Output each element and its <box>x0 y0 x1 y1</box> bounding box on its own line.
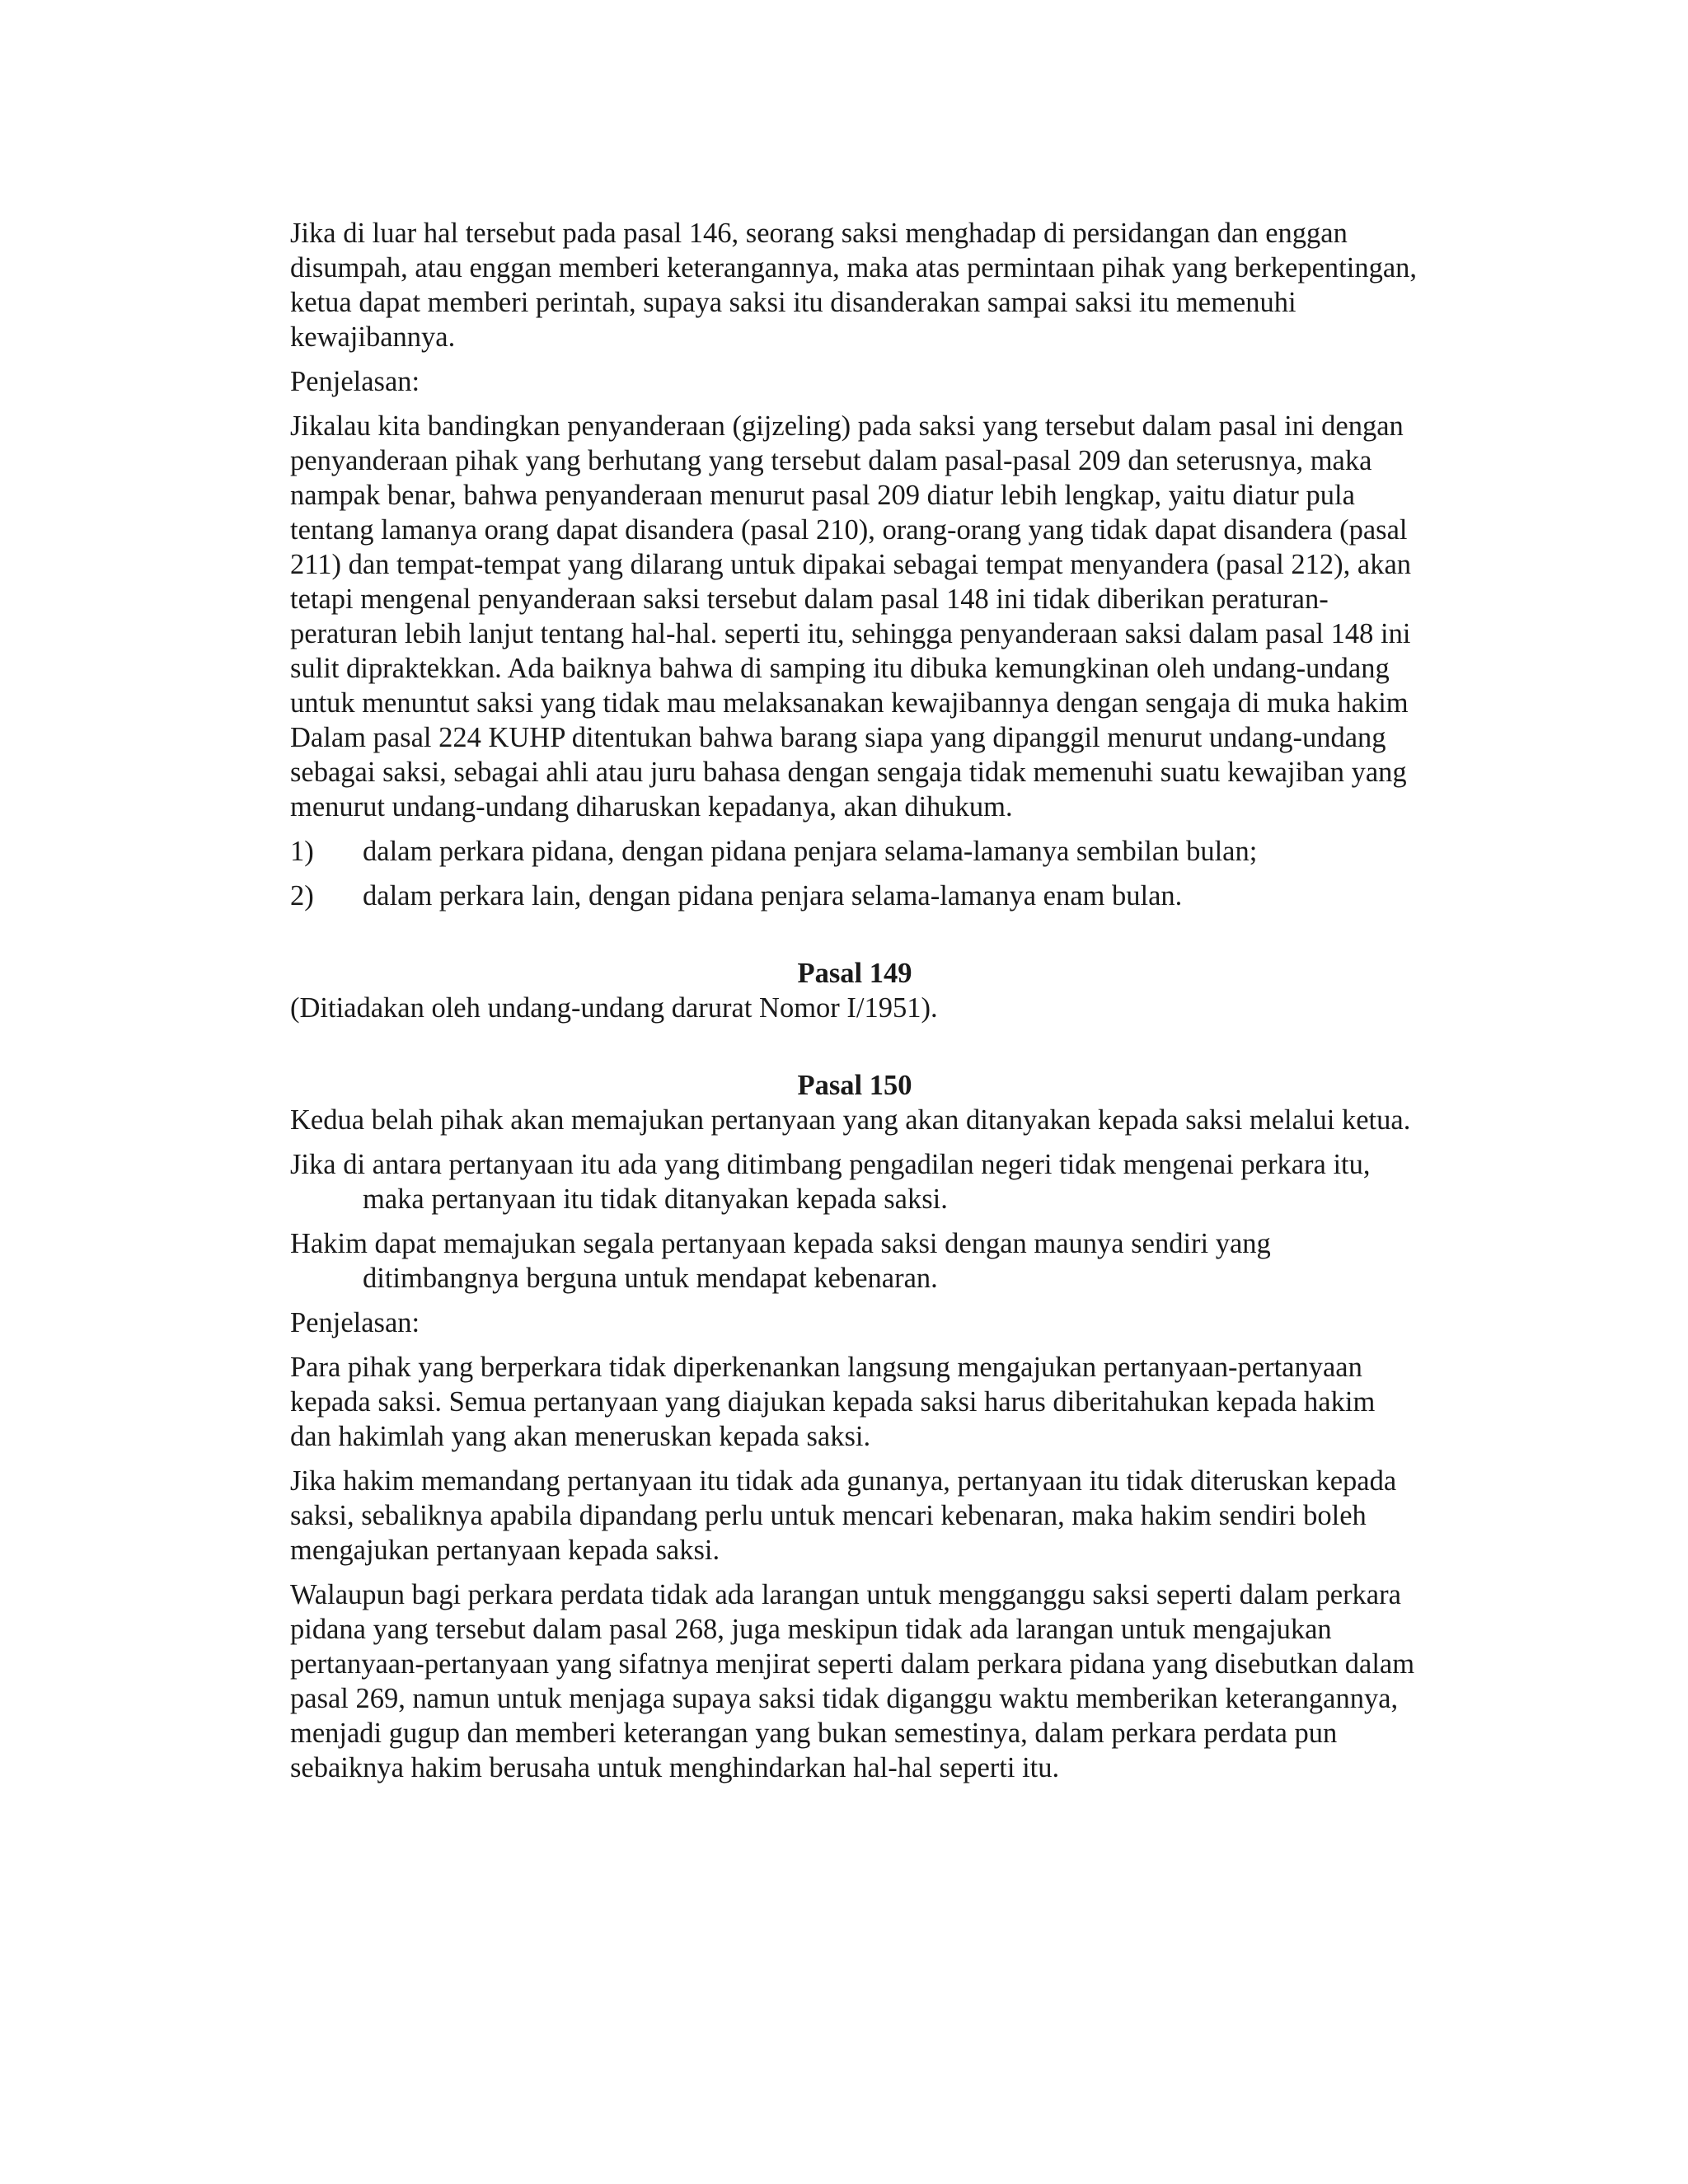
pasal-150-clause: Kedua belah pihak akan memajukan pertanyaan yang akan ditanyakan kepada saksi melalui ketua. <box>290 1104 1411 1136</box>
explanation-label: Penjelasan: <box>290 366 420 397</box>
list-item-number: 2) <box>290 880 314 912</box>
list-item <box>290 834 1419 869</box>
pasal-150-clause: Hakim dapat memajukan segala pertanyaan kepada saksi dengan maunya sendiri yang ditimbangnya berguna untuk mendapat kebenaran. <box>290 1228 1271 1294</box>
pasal-149-heading: Pasal 149 <box>797 958 912 989</box>
pasal-150-explanation: Para pihak yang berperkara tidak diperkenankan langsung mengajukan pertanyaan-pertanyaan kepada saksi. Semua pertanyaan yang diajukan kepada saksi harus diberitahukan kepada hakim dan hakimlah yang akan meneruskan kepada saksi. <box>290 1352 1376 1452</box>
pasal-150-heading: Pasal 150 <box>797 1070 912 1101</box>
list-item-number: 1) <box>290 836 314 867</box>
intro-paragraph: Jika di luar hal tersebut pada pasal 146, seorang saksi menghadap di persidangan dan enggan disumpah, atau enggan memberi keterangannya, maka atas permintaan pihak yang berkepentingan, ketua dapat memberi perintah, supaya saksi itu disanderakan sampai saksi itu memenuhi kewajibannya. <box>290 218 1418 353</box>
pasal-149-text: (Ditiadakan oleh undang-undang darurat Nomor I/1951). <box>290 992 938 1024</box>
explanation-paragraph: Jikalau kita bandingkan penyanderaan (gijzeling) pada saksi yang tersebut dalam pasal ini dengan penyanderaan pihak yang berhutang yang tersebut dalam pasal-pasal 209 dan seterusnya, maka nampak benar, bahwa penyanderaan menurut pasal 209 diatur lebih lengkap, yaitu diatur pula tentang lamanya orang dapat disandera (pasal 210), orang-orang yang tidak dapat disandera (pasal 211) dan tempat-tempat yang dilarang untuk dipakai sebagai tempat menyandera (pasal 212), akan tetapi mengenal penyanderaan saksi tersebut dalam pasal 148 ini tidak diberikan peraturan-peraturan lebih lanjut tentang hal-hal. seperti itu, sehingga penyanderaan saksi dalam pasal 148 ini sulit dipraktekkan. Ada baiknya bahwa di samping itu dibuka kemungkinan oleh undang-undang untuk menuntut saksi yang tidak mau melaksanakan kewajibannya dengan sengaja di muka hakim Dalam pasal 224 KUHP ditentukan bahwa barang siapa yang dipanggil menurut undang-undang sebagai saksi, sebagai ahli atau juru bahasa dengan sengaja tidak memenuhi suatu kewajiban yang menurut undang-undang diharuskan kepadanya, akan dihukum. <box>290 410 1412 823</box>
list-item <box>290 879 1419 913</box>
pasal-150-explanation: Walaupun bagi perkara perdata tidak ada larangan untuk mengganggu saksi seperti dalam perkara pidana yang tersebut dalam pasal 268, juga meskipun tidak ada larangan untuk mengajukan pertanyaan-pertanyaan yang sifatnya menjirat seperti dalam perkara pidana yang disebutkan dalam pasal 269, namun untuk menjaga supaya saksi tidak diganggu waktu memberikan keterangannya, menjadi gugup dan memberi keterangan yang bukan semestinya, dalam perkara perdata pun sebaiknya hakim berusaha untuk menghindarkan hal-hal seperti itu. <box>290 1579 1415 1783</box>
pasal-150-explanation-label: Penjelasan: <box>290 1307 420 1338</box>
list-item-text: dalam perkara pidana, dengan pidana penjara selama-lamanya sembilan bulan; <box>363 836 1258 867</box>
pasal-150-clause: Jika di antara pertanyaan itu ada yang ditimbang pengadilan negeri tidak mengenai perkara itu, maka pertanyaan itu tidak ditanyakan kepada saksi. <box>290 1149 1371 1215</box>
pasal-150-explanation: Jika hakim memandang pertanyaan itu tidak ada gunanya, pertanyaan itu tidak diteruskan kepada saksi, sebaliknya apabila dipandang perlu untuk mencari kebenaran, maka hakim sendiri boleh mengajukan pertanyaan kepada saksi. <box>290 1465 1397 1566</box>
document-page <box>290 216 1419 1785</box>
list-item-text: dalam perkara lain, dengan pidana penjara selama-lamanya enam bulan. <box>363 880 1183 912</box>
